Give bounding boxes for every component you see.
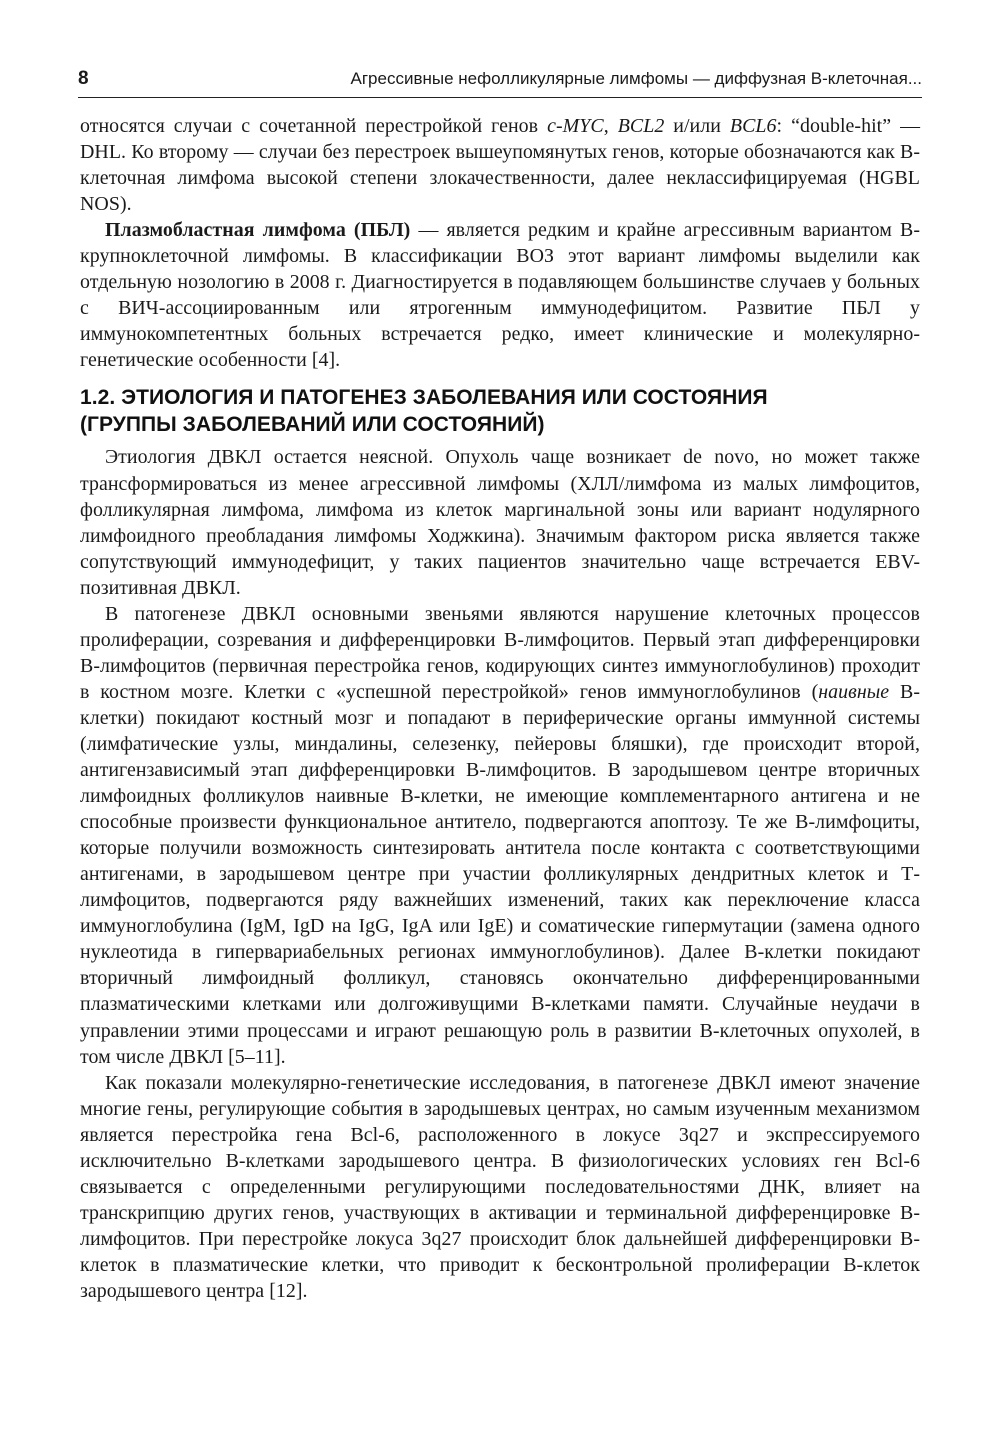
term-bold: Плазмобластная лимфома (ПБЛ) (105, 219, 411, 242)
section-heading-line: (ГРУППЫ ЗАБОЛЕВАНИЙ ИЛИ СОСТОЯНИЙ) (80, 412, 545, 436)
body-text (80, 113, 920, 1304)
text-run: В патогенезе ДВКЛ основными звеньями являются нарушение клеточных процессов пролиферации, созревания и дифференцировки В-лимфоцитов. Первый этап дифференцировки В-лимфоцитов (первичная перестройка генов, кодирующих синтез иммуноглобулинов) проходит в костном мозге. Клетки с «успешной перестройкой» генов иммуноглобулинов ( (80, 602, 920, 703)
section-heading-line: 1.2. ЭТИОЛОГИЯ И ПАТОГЕНЕЗ ЗАБОЛЕВАНИЯ ИЛИ СОСТОЯНИЯ (80, 386, 768, 410)
running-title: Агрессивные нефолликулярные лимфомы — диффузная В-клеточная... (350, 69, 922, 88)
text-run: В-клетки) покидают костный мозг и попадают в периферические органы иммунной системы (лимфатические узлы, миндалины, селезенку, пейеровы бляшки), где происходит второй, антигензависимый этап дифференцировки В-лимфоцитов. В зародышевом центре вторичных лимфоидных фолликулов наивные В-клетки, не имеющие комплементарного антигена и не способные произвести функциональное антитело, подвергаются апоптозу. Те же В-лимфоциты, которые получили возможность синтезировать антитела после контакта с соответствующими антигенами, в зародышевом центре при участии фолликулярных дендритных клеток и Т-лимфоцитов, подвергаются ряду важнейших изменений, таких как переключение класса иммуноглобулина (IgM, IgD на IgG, IgA или IgE) и соматические гипермутации (замена одного нуклеотида в гипервариабельных регионах иммуноглобулинов). Далее В-клетки покидают вторичный лимфоидный фолликул, становясь окончательно дифференцированными плазматическими клетками или долгоживущими В-клетками памяти. Случайные неудачи в управлении этими процессами и играют решающую роль в развитии В-клеточных опухолей, в том числе ДВКЛ [5–11]. (80, 680, 921, 1068)
term-italic: наивные (818, 680, 890, 703)
text-run: — является редким и крайне агрессивным вариантом В-крупноклеточной лимфомы. В классификации ВОЗ этот вариант лимфомы выделили как отдельную нозологию в 2008 г. Диагностируется в подавляющем большинстве случаев у больных с ВИЧ-ассоциированным или ятрогенным иммунодефицитом. Развитие ПБЛ у иммунокомпетентных больных встречается редко, имеет клинические и молекулярно-генетические особенности [4]. (80, 219, 920, 372)
paragraph-continuation (80, 113, 920, 217)
gene-name: BCL6 (729, 115, 777, 137)
text-run: относятся случаи с сочетанной перестройкой генов (80, 115, 548, 137)
paragraph-plasmablastic (80, 217, 920, 373)
header-rule (78, 97, 922, 98)
text-run: Этиология ДВКЛ остается неясной. Опухоль чаще возникает de novo, но может также трансформироваться из менее агрессивной лимфомы (ХЛЛ/лимфома из малых лимфоцитов, фолликулярная лимфома, лимфома из клеток маргинальной зоны или вариант нодулярного лимфоидного преобладания лимфомы Ходжкина). Значимым фактором риска является также сопутствующий иммунодефицит, у таких пациентов значительно чаще встречается EBV-позитивная ДВКЛ. (80, 446, 920, 599)
text-run: : “double-hit” — DHL. Ко второму — случаи без перестроек вышеупомянутых генов, которые обозначаются как В-клеточная лимфома высокой степени злокачественности, далее неклассифицируемая (HGBL NOS). (80, 115, 921, 216)
paragraph-pathogenesis (80, 601, 920, 1070)
paragraph-genetics (80, 1070, 920, 1304)
section-heading (80, 385, 920, 438)
text-run: Как показали молекулярно-генетические исследования, в патогенезе ДВКЛ имеют значение многие гены, регулирующие события в зародышевых центрах, но самым изученным механизмом является перестройка гена Bcl-6, расположенного в локусе 3q27 и экспрессируемого исключительно В-клетками зародышевого центра. В физиологических условиях ген Bcl-6 связывается с определенными регулирующими последовательностями ДНК, влияет на транскрипцию других генов, участвующих в активации и терминальной дифференцировке В-лимфоцитов. При перестройке локуса 3q27 происходит блок дальнейшей дифференцировки В-клеток в плазматические клетки, что приводит к бесконтрольной пролиферации В-клеток зародышевого центра [12]. (80, 1071, 920, 1302)
text-run: и/или (664, 115, 730, 137)
paragraph-etiology (80, 444, 920, 600)
page-number: 8 (78, 68, 89, 89)
text-run: , (603, 115, 618, 137)
gene-name: BCL2 (617, 115, 665, 137)
gene-name: c-MYC (547, 115, 604, 137)
page-header (78, 64, 922, 94)
